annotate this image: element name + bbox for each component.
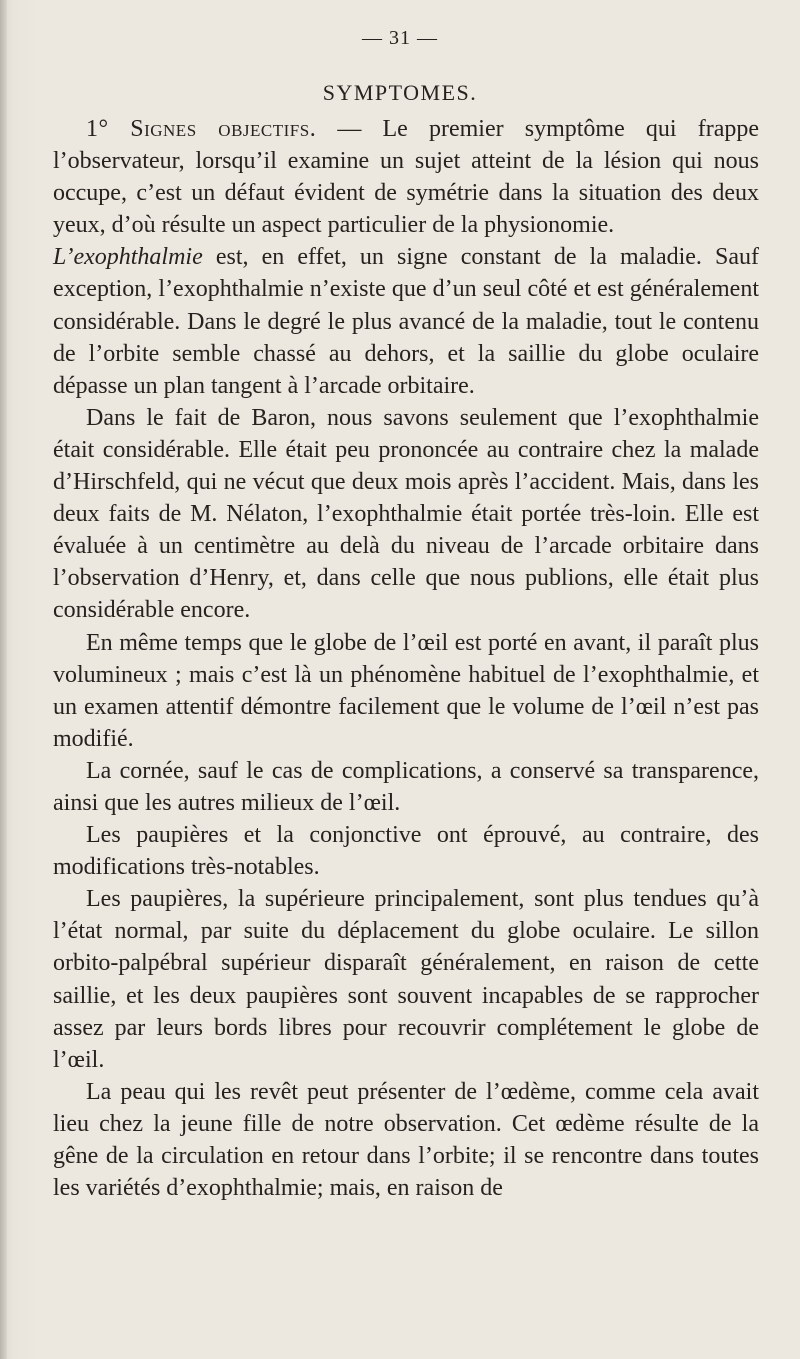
paragraph-text: — Le premier symptôme qui frappe l’observateur, lorsqu’il examine un sujet atteint de la lésion qui nous occupe, c’est un défaut évident de symétrie dans la situation des deux yeux, d’où résulte un aspect particulier de la physionomie. bbox=[53, 116, 759, 239]
chapter-title: SYMPTOMES. bbox=[322, 80, 478, 105]
page-number: — 31 — bbox=[362, 27, 438, 49]
body-text bbox=[53, 113, 759, 1204]
emphasized-term: L’exophthalmie bbox=[53, 244, 203, 271]
paragraph-text: est, en effet, un signe constant de la maladie. Sauf exception, l’exophthalmie n’existe que d’un seul côté et est généralement considérable. Dans le degré le plus avancé de la maladie, tout le contenu de l’orbite semble chassé au dehors, et la saillie du globe oculaire dépasse un plan tangent à l’arcade orbitaire. bbox=[53, 244, 759, 399]
paragraph bbox=[53, 113, 759, 241]
paragraph: La cornée, sauf le cas de complications, a conservé sa transparence, ainsi que les autres milieux de l’œil. bbox=[53, 757, 759, 816]
paragraph: Les paupières, la supérieure principalement, sont plus tendues qu’à l’état normal, par suite du déplacement du globe oculaire. Le sillon orbito-palpébral supérieur disparaît généralement, en raison de cette saillie, et les deux paupières sont souvent incapables de se rapprocher assez par leurs bords libres pour recouvrir complétement le globe de l’œil. bbox=[53, 886, 759, 1073]
paragraph: Dans le fait de Baron, nous savons seulement que l’exophthalmie était considérable. Elle était peu prononcée au contraire chez la malade d’Hirschfeld, qui ne vécut que deux mois après l’accident. Mais, dans les deux faits de M. Nélaton, l’exophthalmie était portée très-loin. Elle est évaluée à un centimètre au delà du niveau de l’arcade orbitaire dans l’observation d’Henry, et, dans celle que nous publions, elle était plus considérable encore. bbox=[53, 404, 759, 624]
section-lead: 1° Signes objectifs. bbox=[86, 116, 317, 142]
paragraph: La peau qui les revêt peut présenter de l’œdème, comme cela avait lieu chez la jeune fille de notre observation. Cet œdème résulte de la gêne de la circulation en retour dans l’orbite; il se rencontre dans toutes les variétés d’exophthalmie; mais, en raison de bbox=[53, 1078, 759, 1202]
page-binding-edge bbox=[0, 0, 7, 1359]
paragraph: Les paupières et la conjonctive ont éprouvé, au contraire, des modifications très-notables. bbox=[53, 822, 759, 881]
paragraph bbox=[53, 241, 759, 401]
paragraph: En même temps que le globe de l’œil est porté en avant, il paraît plus volumineux ; mais c’est là un phénomène habituel de l’exophthalmie, et un examen attentif démontre facilement que le volume de l’œil n’est pas modifié. bbox=[53, 629, 759, 752]
